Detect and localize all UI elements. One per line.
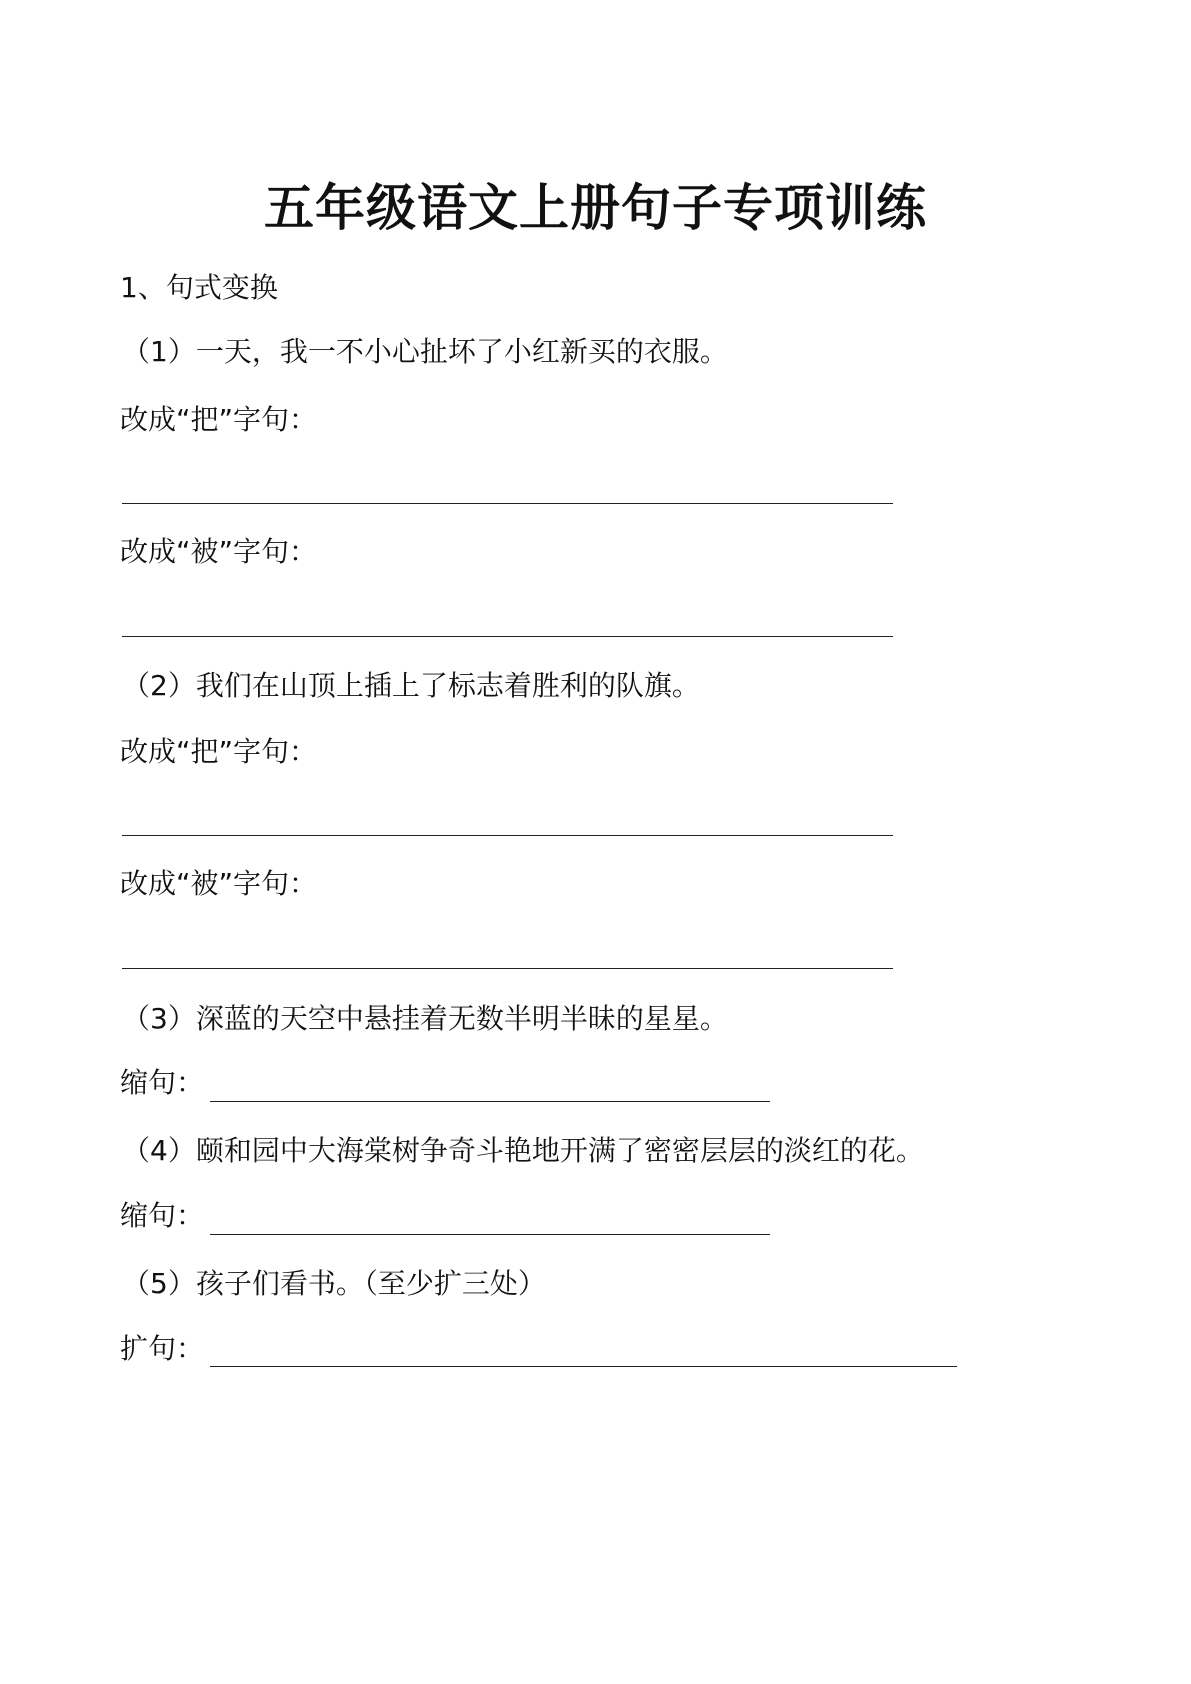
question-2: （2）我们在山顶上插上了标志着胜利的队旗。 <box>122 669 700 702</box>
answer-line[interactable] <box>122 968 893 969</box>
bei-sentence-label: 改成“被”字句： <box>120 535 318 568</box>
question-5: （5）孩子们看书。（至少扩三处） <box>122 1267 546 1300</box>
expand-label: 扩句： <box>120 1332 205 1365</box>
question-4: （4）颐和园中大海棠树争奇斗艳地开满了密密层层的淡红的花。 <box>122 1134 924 1167</box>
shorten-label: 缩句： <box>120 1199 205 1232</box>
ba-sentence-label: 改成“把”字句： <box>120 735 318 768</box>
answer-line[interactable] <box>210 1101 770 1102</box>
ba-sentence-label: 改成“把”字句： <box>120 403 318 436</box>
answer-line[interactable] <box>122 835 893 836</box>
page-title: 五年级语文上册句子专项训练 <box>264 179 927 237</box>
question-3: （3）深蓝的天空中悬挂着无数半明半昧的星星。 <box>122 1002 728 1035</box>
shorten-label: 缩句： <box>120 1066 205 1099</box>
answer-line[interactable] <box>210 1366 957 1367</box>
answer-line[interactable] <box>210 1234 770 1235</box>
answer-line[interactable] <box>122 636 893 637</box>
question-1: （1）一天，我一不小心扯坏了小红新买的衣服。 <box>122 335 728 368</box>
answer-line[interactable] <box>122 503 893 504</box>
bei-sentence-label: 改成“被”字句： <box>120 867 318 900</box>
section-heading: 1、句式变换 <box>120 271 278 304</box>
